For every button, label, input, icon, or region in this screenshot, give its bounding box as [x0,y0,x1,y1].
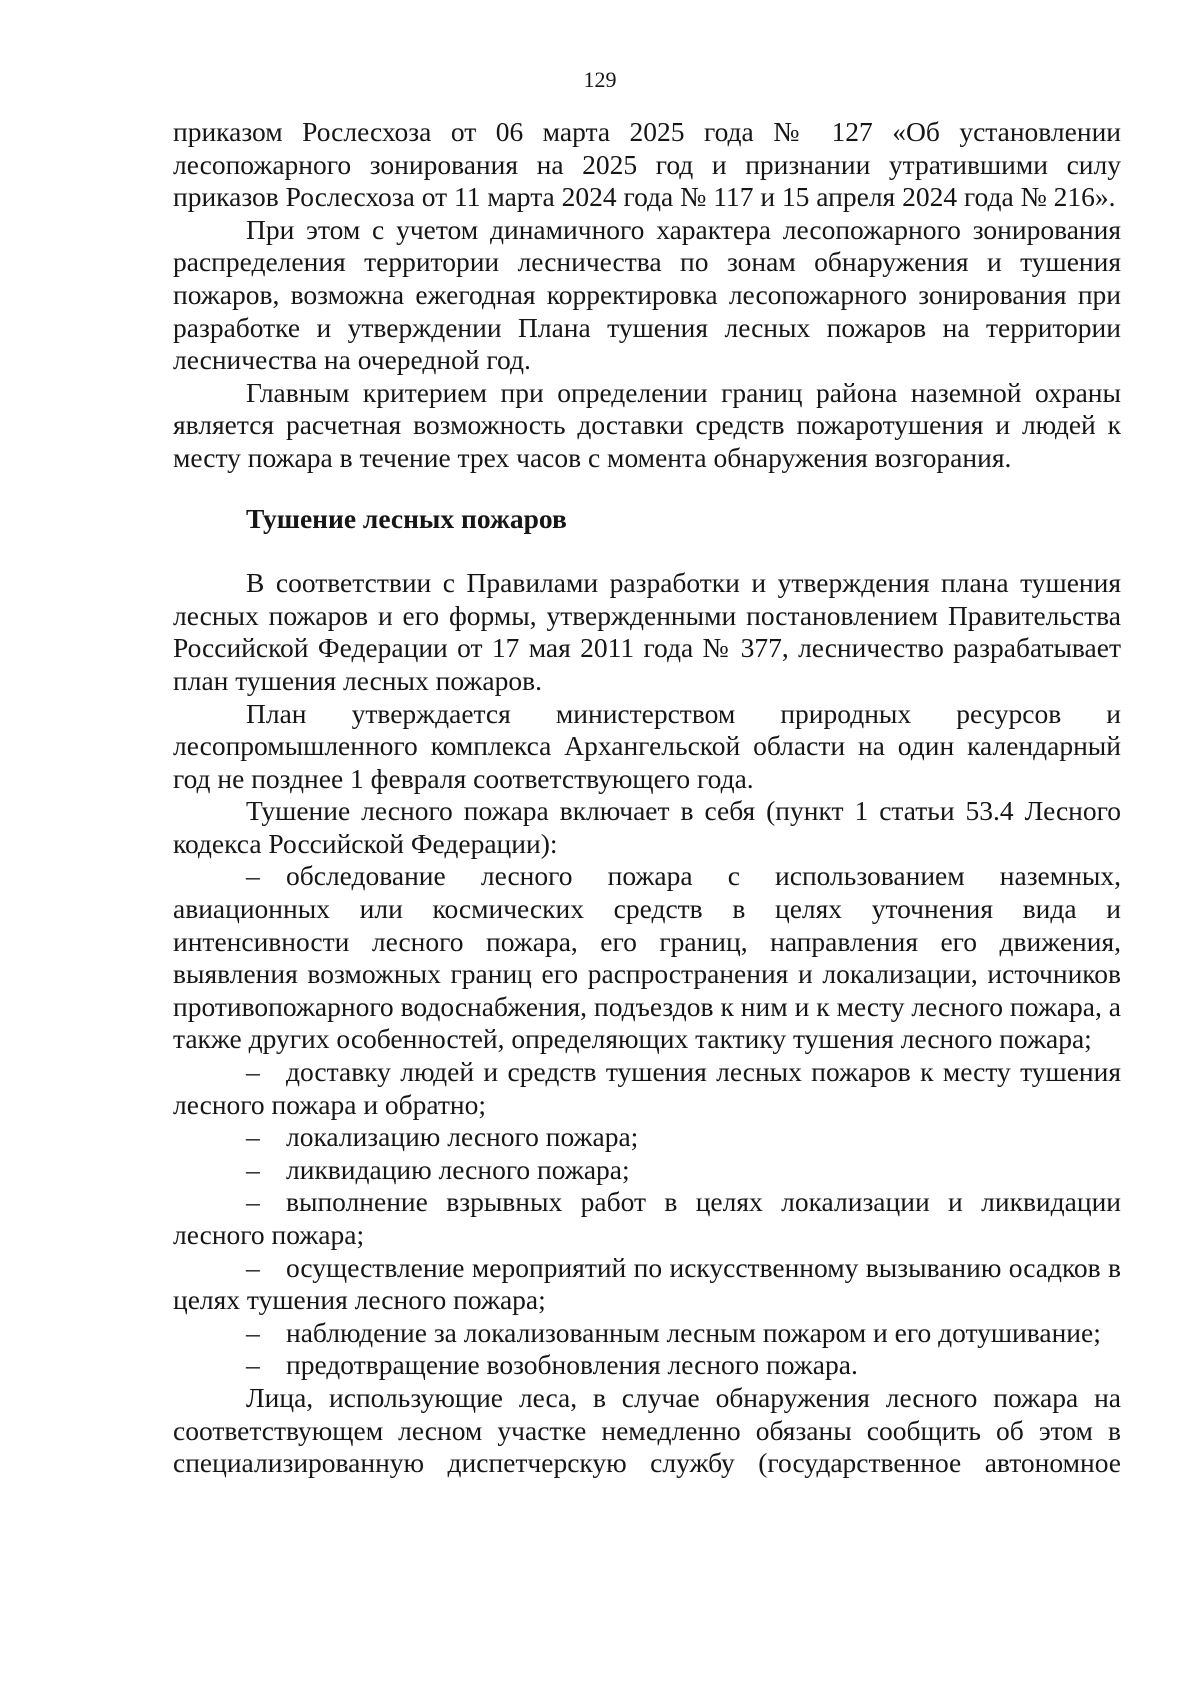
paragraph-continuation: приказом Рослесхоза от 06 марта 2025 года № 127 «Об установлении лесопожарного зонирования на 2025 год и признании утратившими силу приказов Рослесхоза от 11 марта 2024 года № 117 и 15 апреля 2024 года № 216». [173,116,1121,213]
dash-marker: – [246,1056,260,1088]
list-item [173,1121,1121,1154]
list-item-text: выполнение взрывных работ в целях локализации и ликвидации лесного пожара; [173,1186,1121,1250]
list-item [173,1186,1121,1251]
list-item-text: доставку людей и средств тушения лесных пожаров к месту тушения лесного пожара и обратно; [173,1056,1121,1120]
list-item-text: осуществление мероприятий по искусственному вызыванию осадков в целях тушения лесного пожара; [173,1251,1121,1316]
paragraph-zoning: При этом с учетом динамичного характера лесопожарного зонирования распределения территории лесничества по зонам обнаружения и тушения пожаров, возможна ежегодная корректировка лесопожарного зонирования при разработке и утверждении Плана тушения лесных пожаров на территории лесничества на очередной год. [173,213,1121,376]
page-number: 129 [583,67,617,92]
list-item-text: наблюдение за локализованным лесным пожаром и его дотушивание; [286,1316,1101,1348]
paragraph-plan-approval: План утверждается министерством природных ресурсов и лесопромышленного комплекса Архангельской области на один календарный год не позднее 1 февраля соответствующего года. [173,697,1121,794]
dash-marker: – [246,1153,260,1185]
body-text [173,116,1121,1480]
list-item [173,1056,1121,1121]
dash-marker: – [246,1251,260,1283]
list-item-text: обследование лесного пожара с использованием наземных, авиационных или космических средств в целях уточнения вида и интенсивности лесного пожара, его границ, направления его движения, выявления возможных границ его распространения и локализации, источников противопожарного водоснабжения, подъездов к ним и к месту лесного пожара, а также других особенностей, определяющих тактику тушения лесного пожара; [173,860,1121,1055]
dash-marker: – [246,1349,260,1381]
list-item-text: локализацию лесного пожара; [286,1121,639,1153]
list-item [173,860,1121,1056]
list-item-text: предотвращение возобновления лесного пожара. [286,1349,858,1381]
list-item [173,1349,1121,1382]
paragraph-criterion: Главным критерием при определении границ района наземной охраны является расчетная возможность доставки средств пожаротушения и людей к месту пожара в течение трех часов с момента обнаружения возгорания. [173,376,1121,473]
list-item [173,1252,1121,1317]
list-item [173,1154,1121,1187]
paragraph-forest-users: Лица, использующие леса, в случае обнаружения лесного пожара на соответствующем лесном участке немедленно обязаны сообщить об этом в специализированную диспетчерскую службу (государственное автономное [173,1381,1121,1479]
dash-marker: – [246,1316,260,1348]
section-heading: Тушение лесных пожаров [246,502,567,534]
dash-marker: – [246,860,260,892]
list-item [173,1317,1121,1350]
dash-marker: – [246,1186,260,1218]
paragraph-extinguishing-includes: Тушение лесного пожара включает в себя (пункт 1 статьи 53.4 Лесного кодекса Российской Федерации): [173,795,1121,859]
dash-marker: – [246,1121,260,1153]
list-item-text: ликвидацию лесного пожара; [286,1153,630,1185]
paragraph-rules: В соответствии с Правилами разработки и утверждения плана тушения лесных пожаров и его формы, утвержденными постановлением Правительства Российской Федерации от 17 мая 2011 года № 377, лесничество разрабатывает план тушения лесных пожаров. [173,567,1121,696]
